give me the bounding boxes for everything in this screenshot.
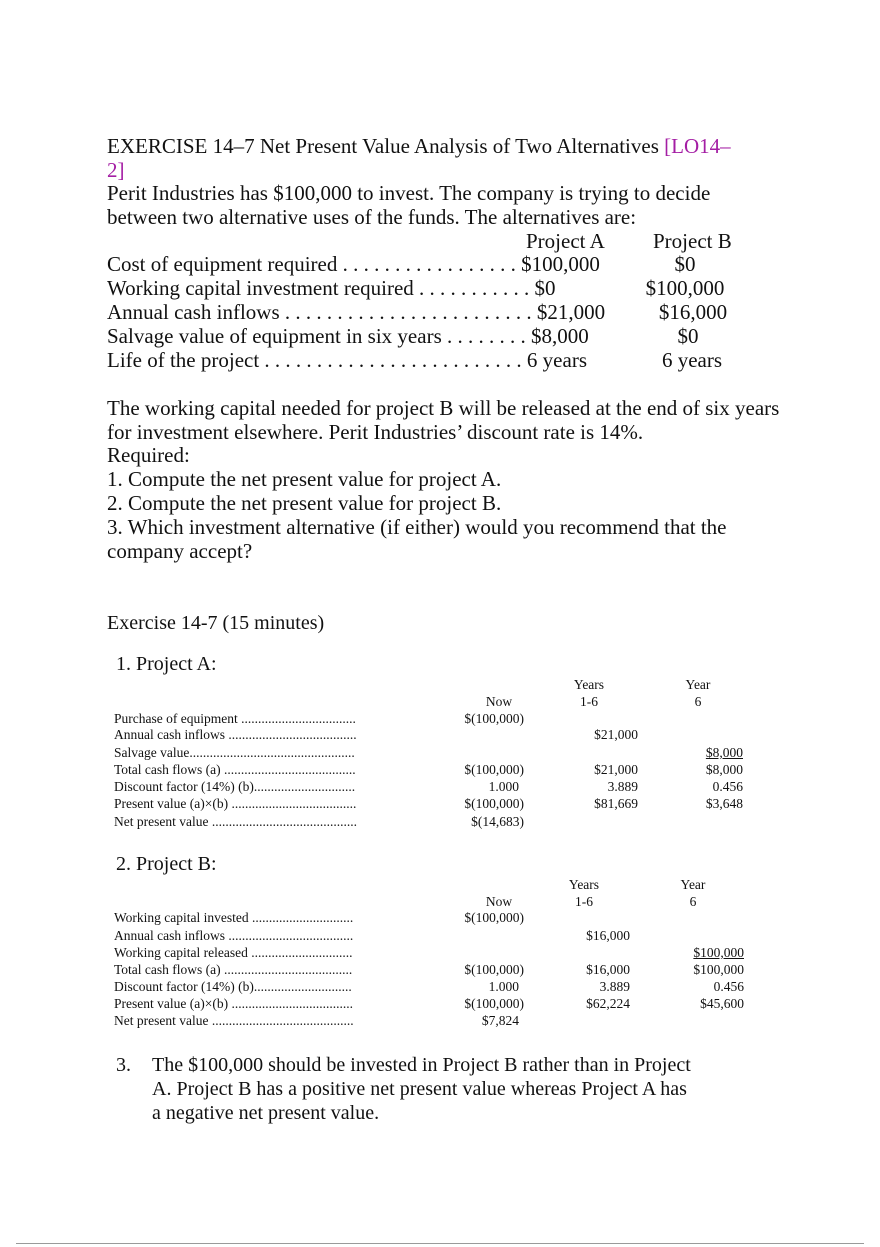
project-a-header-year-num: 6 xyxy=(694,694,702,709)
project-a-row-years-1-6: $21,000 xyxy=(594,762,638,777)
project-b-row-label: Discount factor (14%) (b)............................. xyxy=(114,979,352,994)
project-a-header-year: Year xyxy=(685,677,711,692)
project-a-heading: 1. Project A: xyxy=(116,653,217,675)
project-a-row-label: Annual cash inflows ...................................... xyxy=(114,727,357,742)
project-b-row-label: Working capital released .............................. xyxy=(114,945,353,960)
project-a-row-years-1-6: $81,669 xyxy=(594,796,638,811)
alt-row-label: Cost of equipment required . . . . . . . . . . . . . . . . . $100,000 xyxy=(107,252,600,276)
alt-row-label: Working capital investment required . . . . . . . . . . . $0 xyxy=(107,276,556,300)
column-header-project-a: Project A xyxy=(526,229,605,253)
requirement-3-cont: company accept? xyxy=(107,539,253,563)
project-a-row-label: Discount factor (14%) (b).............................. xyxy=(114,779,356,794)
project-b-row-years-1-6: 3.889 xyxy=(599,979,630,994)
requirement-1: 1. Compute the net present value for project A. xyxy=(107,467,502,491)
project-a-row-label: Total cash flows (a) ....................................... xyxy=(114,762,356,777)
project-a-row-label: Present value (a)×(b) ..................................... xyxy=(114,796,357,811)
project-b-row-label: Working capital invested .............................. xyxy=(114,910,354,925)
project-b-row-year-6: $100,000 xyxy=(693,945,744,960)
exercise-title xyxy=(107,134,731,158)
answer-number: 3. xyxy=(116,1054,131,1076)
answer-line-2: A. Project B has a positive net present value whereas Project A has xyxy=(152,1078,687,1100)
alt-row-project-b: 6 years xyxy=(661,348,723,372)
intro-line-1: Perit Industries has $100,000 to invest. The company is trying to decide xyxy=(107,181,711,205)
project-a-header-years: Years xyxy=(573,677,605,692)
project-b-heading: 2. Project B: xyxy=(116,853,217,875)
project-a-header-now: Now xyxy=(485,694,513,709)
requirement-3: 3. Which investment alternative (if either) would you recommend that the xyxy=(107,515,727,539)
project-a-header-years-range: 1-6 xyxy=(580,694,598,709)
project-b-row-now: $(100,000) xyxy=(464,910,524,925)
project-a-row-year-6: $8,000 xyxy=(705,745,743,760)
answer-line-3: a negative net present value. xyxy=(152,1102,380,1124)
project-b-header-year: Year xyxy=(680,877,706,892)
note-line-1: The working capital needed for project B will be released at the end of six years xyxy=(107,396,780,420)
alt-row-label: Life of the project . . . . . . . . . . . . . . . . . . . . . . . . . 6 years xyxy=(107,348,587,372)
alt-row-project-b: $0 xyxy=(677,324,699,348)
project-a-row-label: Salvage value................................................. xyxy=(114,745,355,760)
project-b-row-now: 1.000 xyxy=(488,979,519,994)
project-b-header-now: Now xyxy=(485,894,513,909)
project-a-row-now: $(100,000) xyxy=(464,762,524,777)
alt-row-project-b: $0 xyxy=(674,252,696,276)
project-a-row-label: Purchase of equipment .................................. xyxy=(114,711,356,726)
project-b-row-now: $(100,000) xyxy=(464,996,524,1011)
project-b-row-year-6: 0.456 xyxy=(713,979,744,994)
project-a-row-now: 1.000 xyxy=(488,779,519,794)
requirement-2: 2. Compute the net present value for project B. xyxy=(107,491,502,515)
project-a-row-years-1-6: $21,000 xyxy=(594,727,638,742)
project-a-row-year-6: $8,000 xyxy=(705,762,743,777)
learning-objective-link[interactable]: [LO14– xyxy=(664,134,731,158)
project-a-row-year-6: $3,648 xyxy=(705,796,743,811)
project-a-row-now: $(100,000) xyxy=(464,796,524,811)
project-a-row-label: Net present value ........................................... xyxy=(114,814,357,829)
project-b-row-label: Annual cash inflows ..................................... xyxy=(114,928,354,943)
project-b-row-label: Net present value .......................................... xyxy=(114,1013,354,1028)
project-a-row-now: $(100,000) xyxy=(464,711,524,726)
alt-row-label: Annual cash inflows . . . . . . . . . . . . . . . . . . . . . . . . $21,000 xyxy=(107,300,606,324)
answer-line-1: The $100,000 should be invested in Project B rather than in Project xyxy=(152,1054,691,1076)
project-b-header-years-range: 1-6 xyxy=(575,894,593,909)
alt-row-label: Salvage value of equipment in six years . . . . . . . . $8,000 xyxy=(107,324,589,348)
project-b-header-year-num: 6 xyxy=(689,894,697,909)
project-b-row-years-1-6: $62,224 xyxy=(586,996,630,1011)
project-b-row-years-1-6: $16,000 xyxy=(586,962,630,977)
column-header-project-b: Project B xyxy=(653,229,732,253)
page-bottom-divider xyxy=(16,1243,864,1244)
project-b-row-label: Total cash flows (a) ...................................... xyxy=(114,962,353,977)
project-a-row-year-6: 0.456 xyxy=(712,779,743,794)
project-b-header-years: Years xyxy=(568,877,600,892)
project-b-row-label: Present value (a)×(b) .................................... xyxy=(114,996,353,1011)
alt-row-project-b: $100,000 xyxy=(645,276,725,300)
project-b-row-year-6: $100,000 xyxy=(693,962,744,977)
project-b-row-now: $(100,000) xyxy=(464,962,524,977)
exercise-title-text: EXERCISE 14–7 Net Present Value Analysis of Two Alternatives xyxy=(107,134,665,158)
project-a-row-years-1-6: 3.889 xyxy=(607,779,638,794)
project-a-net-present-value: $(14,683) xyxy=(471,814,524,829)
solution-heading: Exercise 14-7 (15 minutes) xyxy=(107,612,325,634)
project-b-row-years-1-6: $16,000 xyxy=(586,928,630,943)
required-label: Required: xyxy=(107,443,190,467)
learning-objective-link-cont[interactable]: 2] xyxy=(107,158,125,182)
intro-line-2: between two alternative uses of the funds. The alternatives are: xyxy=(107,205,637,229)
alt-row-project-b: $16,000 xyxy=(658,300,728,324)
project-b-net-present-value: $7,824 xyxy=(481,1013,519,1028)
note-line-2: for investment elsewhere. Perit Industries’ discount rate is 14%. xyxy=(107,420,644,444)
project-b-row-year-6: $45,600 xyxy=(700,996,744,1011)
